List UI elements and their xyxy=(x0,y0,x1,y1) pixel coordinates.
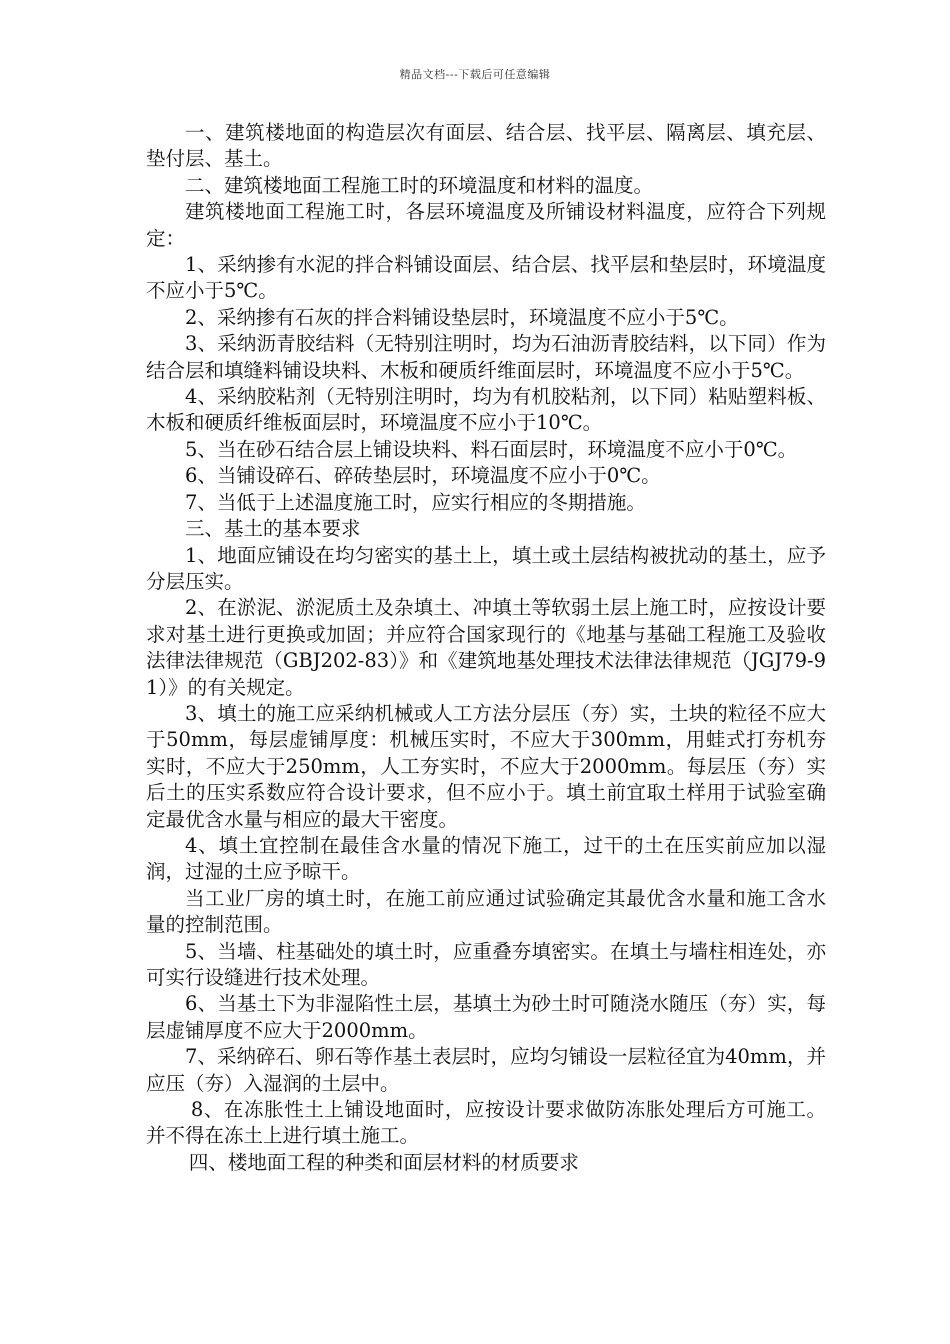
list-item: 4、采纳胶粘剂（无特别注明时，均为有机胶粘剂，以下同）粘贴塑料板、木板和硬质纤维板面层时，环境温度不应小于10℃。 xyxy=(146,385,826,435)
list-item: 1、采纳掺有水泥的拌合料铺设面层、结合层、找平层和垫层时，环境温度不应小于5℃。 xyxy=(146,253,826,303)
paragraph: 当工业厂房的填土时，在施工前应通过试验确定其最优含水量和施工含水量的控制范围。 xyxy=(146,886,826,937)
paragraph: 建筑楼地面工程施工时，各层环境温度及所铺设材料温度，应符合下列规定： xyxy=(146,200,826,250)
list-item: 8、在冻胀性土上铺设地面时，应按设计要求做防冻胀处理后方可施工。并不得在冻土上进行填土施工。 xyxy=(146,1098,826,1148)
list-item: 3、采纳沥青胶结料（无特别注明时，均为石油沥青胶结料，以下同）作为结合层和填缝料铺设块料、木板和硬质纤维面层时，环境温度不应小于5℃。 xyxy=(146,332,826,382)
list-item: 1、地面应铺设在均匀密实的基土上，填土或土层结构被扰动的基土，应予分层压实。 xyxy=(146,543,826,593)
list-item: 7、采纳碎石、卵石等作基土表层时，应均匀铺设一层粒径宜为40mm，并应压（夯）入湿润的土层中。 xyxy=(146,1045,826,1095)
list-item: 6、当基土下为非湿陷性土层，基填土为砂土时可随浇水随压（夯）实，每层虚铺厚度不应大于2000mm。 xyxy=(146,992,826,1042)
list-item: 7、当低于上述温度施工时，应实行相应的冬期措施。 xyxy=(185,490,646,514)
list-item: 6、当铺设碎石、碎砖垫层时，环境温度不应小于0℃。 xyxy=(185,464,661,488)
list-item: 5、当墙、柱基础处的填土时，应重叠夯填密实。在填土与墙柱相连处，亦可实行设缝进行技术处理。 xyxy=(146,939,826,989)
page-header: 精品文档---下载后可任意编辑 xyxy=(399,68,551,81)
paragraph: 一、建筑楼地面的构造层次有面层、结合层、找平层、隔离层、填充层、垫付层、基土。 xyxy=(146,121,826,171)
section-heading: 二、建筑楼地面工程施工时的环境温度和材料的温度。 xyxy=(185,173,654,197)
section-heading: 四、楼地面工程的种类和面层材料的材质要求 xyxy=(188,1150,579,1174)
list-item: 2、采纳掺有石灰的拌合料铺设垫层时，环境温度不应小于5℃。 xyxy=(185,305,739,329)
list-item: 2、在淤泥、淤泥质土及杂填土、冲填土等软弱土层上施工时，应按设计要求对基土进行更换或加固；并应符合国家现行的《地基与基础工程施工及验收法律法律规范（GBJ202-83）》和《建筑地基处理技术法律法律规范（JGJ79-91）》的有关规定。 xyxy=(146,596,826,699)
list-item: 5、当在砂石结合层上铺设块料、料石面层时，环境温度不应小于0℃。 xyxy=(185,437,798,461)
section-heading: 三、基土的基本要求 xyxy=(185,517,361,541)
list-item: 4、填土宜控制在最佳含水量的情况下施工，过干的土在压实前应加以湿润，过湿的土应予晾干。 xyxy=(146,833,826,884)
document-body xyxy=(146,120,826,1176)
list-item: 3、填土的施工应采纳机械或人工方法分层压（夯）实，土块的粒径不应大于50mm，每层虚铺厚度：机械压实时，不应大于300mm，用蛙式打夯机夯实时，不应大于250mm，人工夯实时，不应大于2000mm。每层压（夯）实后土的压实系数应符合设计要求，但不应小于。填土前宜取土样用于试验室确定最优含水量与相应的最大干密度。 xyxy=(146,701,826,831)
